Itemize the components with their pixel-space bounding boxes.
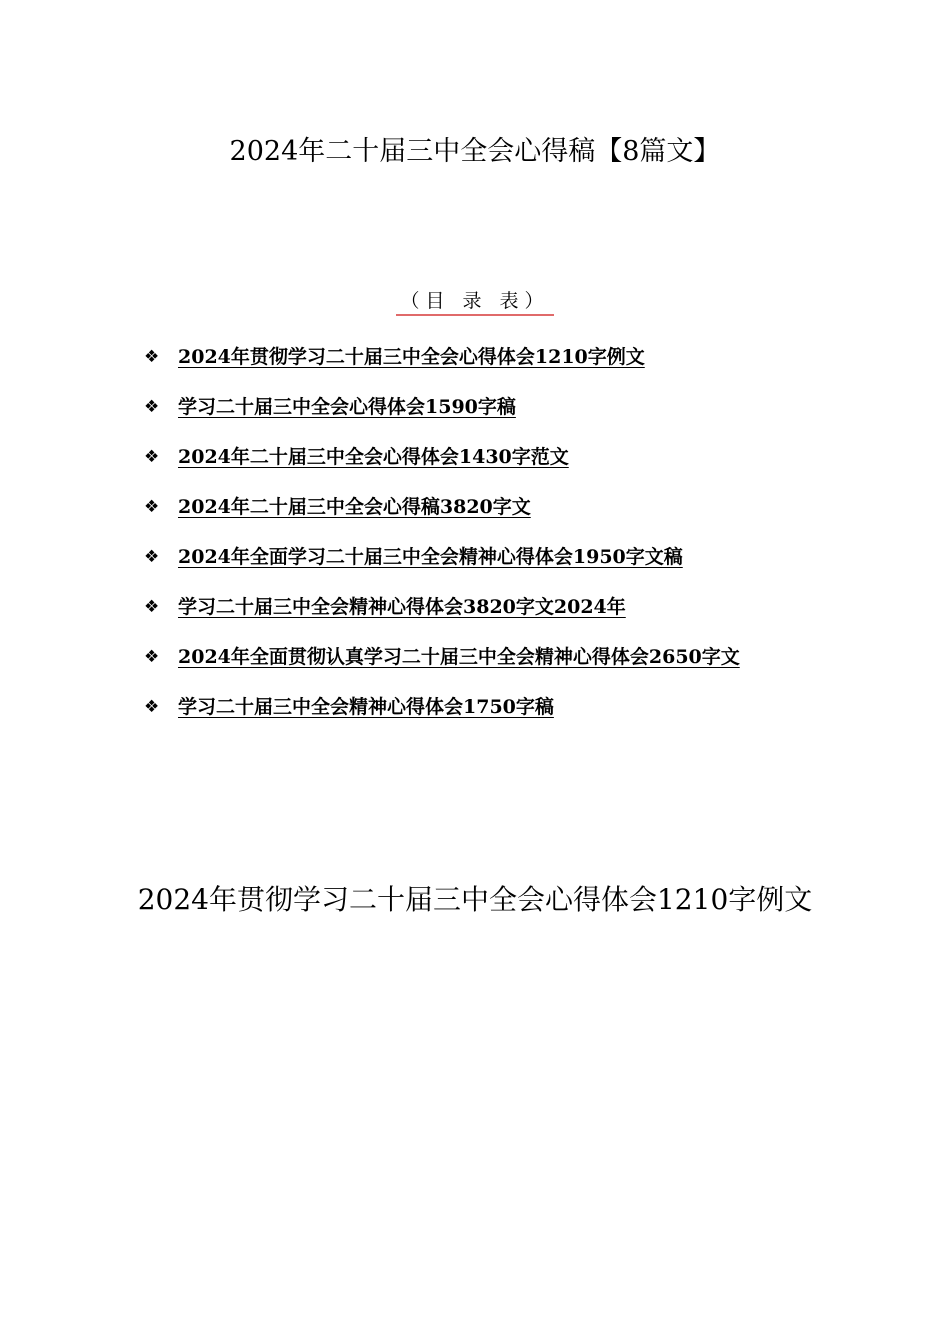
diamond-bullet-icon: ❖ <box>144 397 160 417</box>
toc-link-6[interactable]: 学习二十届三中全会精神心得体会3820字文2024年 <box>178 596 626 618</box>
toc-link-2[interactable]: 学习二十届三中全会心得体会1590字稿 <box>178 396 516 418</box>
diamond-bullet-icon: ❖ <box>144 597 160 617</box>
toc-heading-text: （目 录 表） <box>396 290 553 316</box>
toc-link-3[interactable]: 2024年二十届三中全会心得体会1430字范文 <box>178 446 569 468</box>
toc-link-5[interactable]: 2024年全面学习二十届三中全会精神心得体会1950字文稿 <box>178 546 683 568</box>
toc-heading <box>0 287 950 315</box>
toc-item-4 <box>140 482 810 532</box>
toc-item-6 <box>140 582 810 632</box>
diamond-bullet-icon: ❖ <box>144 497 160 517</box>
table-of-contents <box>140 332 810 732</box>
toc-link-8[interactable]: 学习二十届三中全会精神心得体会1750字稿 <box>178 696 554 718</box>
diamond-bullet-icon: ❖ <box>144 697 160 717</box>
diamond-bullet-icon: ❖ <box>144 347 160 367</box>
toc-item-8 <box>140 682 810 732</box>
diamond-bullet-icon: ❖ <box>144 447 160 467</box>
toc-link-1[interactable]: 2024年贯彻学习二十届三中全会心得体会1210字例文 <box>178 346 645 368</box>
toc-item-5 <box>140 532 810 582</box>
diamond-bullet-icon: ❖ <box>144 547 160 567</box>
toc-item-1 <box>140 332 810 382</box>
document-title: 2024年二十届三中全会心得稿【8篇文】 <box>229 136 721 167</box>
toc-link-4[interactable]: 2024年二十届三中全会心得稿3820字文 <box>178 496 531 518</box>
toc-item-3 <box>140 432 810 482</box>
toc-item-7 <box>140 632 810 682</box>
diamond-bullet-icon: ❖ <box>144 647 160 667</box>
toc-link-7[interactable]: 2024年全面贯彻认真学习二十届三中全会精神心得体会2650字文 <box>178 646 740 668</box>
section-title: 2024年贯彻学习二十届三中全会心得体会1210字例文 <box>137 883 813 916</box>
toc-item-2 <box>140 382 810 432</box>
